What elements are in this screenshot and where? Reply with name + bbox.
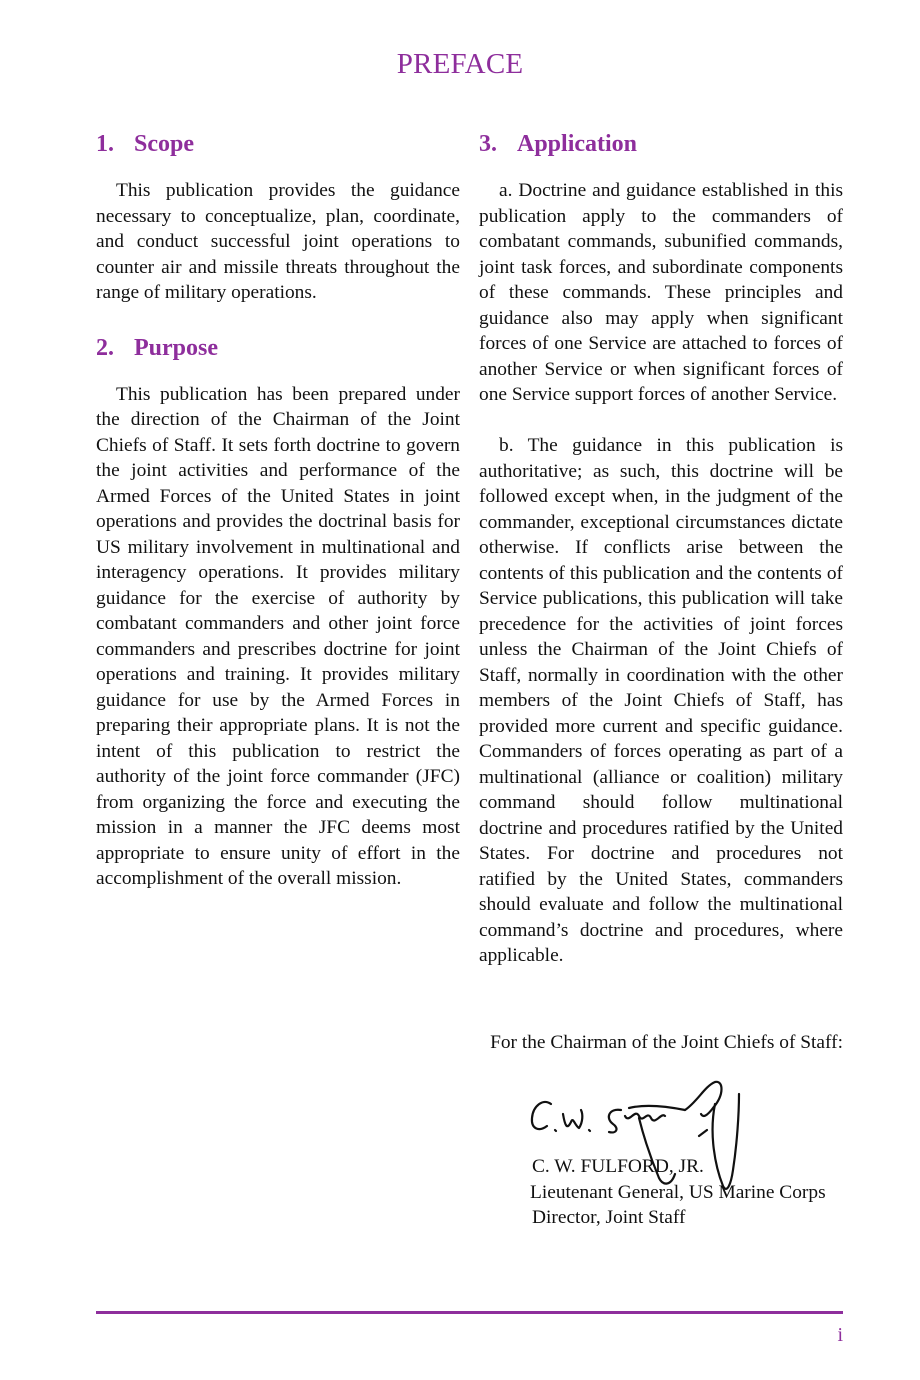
application-paragraph-b: b. The guidance in this publication is authoritative; as such, this doctrine will be followed except when, in the judgment of the commander, exceptional circumstances dictate otherwise. If conflicts arise between the contents of this publication and the contents of Service publications, this publication will take precedence for the activities of joint forces unless the Chairman of the Joint Chiefs of Staff, normally in coordination with the other members of the Joint Chiefs of Staff, has provided more current and specific guidance. Commanders of forces operating as part of a multinational (alliance or coalition) military command should follow multinational doctrine and procedures ratified by the United States. For doctrine and procedures not ratified by the United States, commanders should evaluate and follow the multinational command’s doctrine and procedures, where applicable. (479, 435, 843, 966)
section-heading-purpose (96, 332, 460, 364)
page-title: PREFACE (396, 48, 524, 80)
purpose-paragraph: This publication has been prepared under the direction of the Chairman of the Joint Chiefs of Staff. It sets forth doctrine to govern the joint activities and performance of the Armed Forces of the United States in joint operations and provides the doctrinal basis for US military involvement in multinational and interagency operations. It provides military guidance for the exercise of authority by combatant commanders and other joint force commanders and prescribes doctrine for joint operations and training. It provides military guidance for use by the Armed Forces in preparing their appropriate plans. It is not the intent of this publication to restrict the authority of the joint force commander (JFC) from organizing the force and executing the mission in a manner the JFC deems most appropriate to ensure unity of effort in the accomplishment of the overall mission. (96, 383, 460, 889)
scope-paragraph: This publication provides the guidance necessary to conceptualize, plan, coordinate, and conduct successful joint operations to counter air and missile threats throughout the range of military operations. (96, 180, 460, 303)
section-number: 2. (96, 334, 114, 361)
section-number: 3. (479, 131, 497, 157)
section-title: Scope (134, 131, 194, 157)
section-heading-application (479, 128, 843, 160)
left-column (96, 128, 460, 892)
section-number: 1. (96, 131, 114, 157)
section-title: Application (517, 131, 638, 157)
signer-rank: Lieutenant General, US Marine Corps (530, 1181, 826, 1203)
section-title: Purpose (134, 334, 218, 361)
right-column (479, 128, 843, 969)
section-heading-scope (96, 128, 460, 160)
signer-name: C. W. FULFORD, JR. (532, 1156, 704, 1177)
signer-block (530, 1154, 826, 1231)
page-number: i (837, 1324, 843, 1346)
signer-title: Director, Joint Staff (532, 1207, 686, 1228)
footer-divider (96, 1311, 843, 1314)
application-paragraph-a: a. Doctrine and guidance established in this publication apply to the commanders of combatant commands, subunified commands, joint task forces, and subordinate components of these commands. These principles and guidance also may apply when significant forces of one Service are attached to forces of another Service or when significant forces of one Service support forces of another Service. (479, 180, 843, 405)
closing-line: For the Chairman of the Joint Chiefs of Staff: (490, 1032, 843, 1053)
